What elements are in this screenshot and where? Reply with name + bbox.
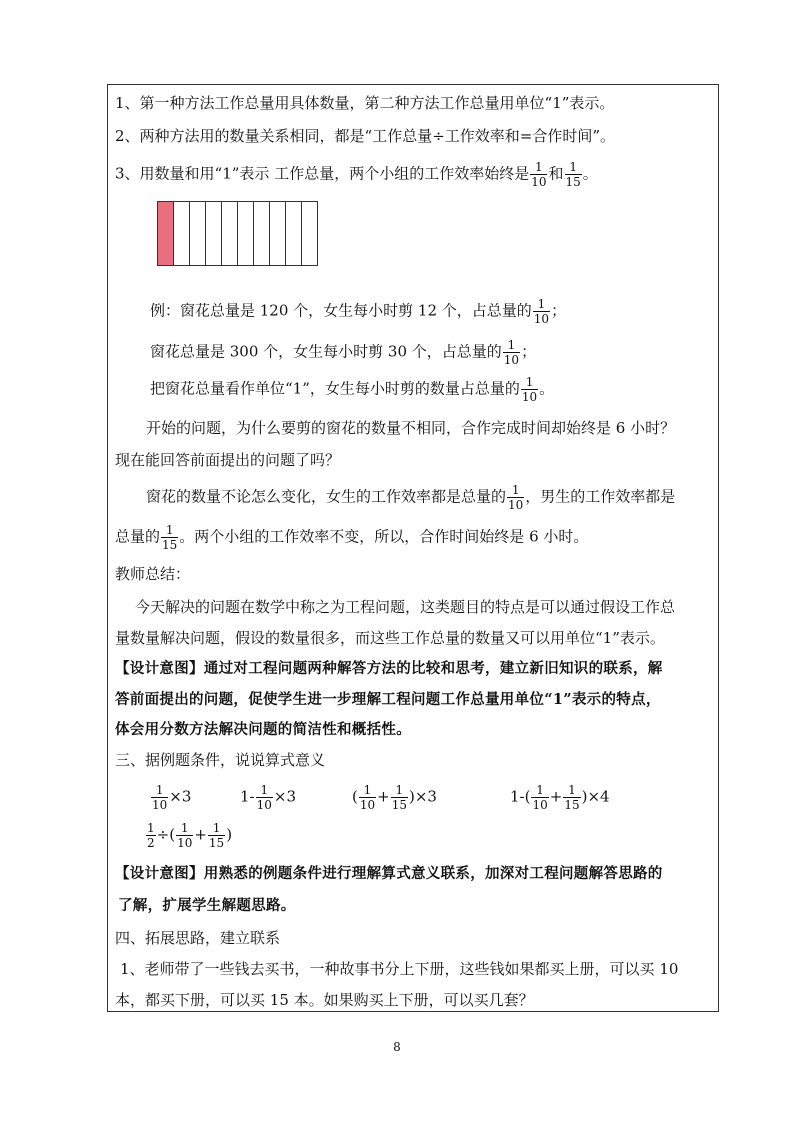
bar-cell: [253, 201, 270, 266]
bar-cell: [269, 201, 286, 266]
teacher-summary-heading: 教师总结：: [115, 565, 191, 583]
summary-point-2: 2、两种方法用的数量关系相同，都是“工作总量÷工作效率和=合作时间”。: [115, 127, 616, 145]
design-intent-line-1: 【设计意图】通过对工程问题两种解答方法的比较和思考，建立新旧知识的联系，解: [115, 660, 663, 677]
design-intent-line-3: 体会用分数方法解决问题的简洁性和概括性。: [115, 721, 411, 738]
bar-cell-filled: [157, 201, 174, 266]
formula-3: ( $\frac{1}{10}$ + $\frac{1}{15}$ )×3: [352, 783, 437, 812]
question-line-2: 现在能回答前面提出的问题了吗？: [115, 451, 341, 469]
example-line-3: 把窗花总量看作单位“1”，女生每小时剪的数量占总量的 $\frac{1}{10}$ 。: [150, 375, 555, 404]
summary-point-1: 1、第一种方法工作总量用具体数量，第二种方法工作总量用单位“1”表示。: [115, 94, 615, 112]
formula-4: 1-( $\frac{1}{10}$ + $\frac{1}{15}$ )×4: [510, 783, 610, 812]
section-three-heading: 三、据例题条件，说说算式意义: [115, 751, 326, 769]
summary-point-3: 3、用数量和用“1”表示 工作总量，两个小组的工作效率始终是 $\frac{1}{10}$ 和 $\frac{1}{15}$ 。: [115, 160, 598, 189]
teacher-summary-line-1: 今天解决的问题在数学中称之为工程问题，这类题目的特点是可以通过假设工作总: [135, 598, 676, 616]
formula-2: 1- $\frac{1}{10}$ ×3: [240, 783, 297, 812]
teacher-summary-line-2: 量数量解决问题，假设的数量很多，而这些工作总量的数量又可以用单位“1”表示。: [115, 629, 665, 647]
design-intent-line-2: 答前面提出的问题，促使学生进一步理解工程问题工作总量用单位“1”表示的特点，: [115, 691, 661, 708]
design-intent-line-5: 了解，扩展学生解题思路。: [118, 897, 296, 914]
bar-cell: [237, 201, 254, 266]
bar-cell: [205, 201, 222, 266]
fraction-one-tenth: $\frac{1}{10}$: [531, 160, 547, 189]
bar-cell: [173, 201, 190, 266]
page-number: 8: [393, 1040, 401, 1054]
problem-line-2: 本，都买下册，可以买 15 本。如果购买上下册，可以买几套？: [115, 991, 534, 1009]
answer-line-2: 总量的 $\frac{1}{15}$ 。两个小组的工作效率不变，所以，合作时间始终是 6 小时。: [115, 523, 589, 552]
bar-cell: [189, 201, 206, 266]
answer-line-1: 窗花的数量不论怎么变化，女生的工作效率都是总量的 $\frac{1}{10}$ ，男生的工作效率都是: [146, 483, 676, 512]
bar-cell: [301, 201, 318, 266]
fraction-one-fifteenth: $\frac{1}{15}$: [565, 160, 581, 189]
question-line-1: 开始的问题，为什么要剪的窗花的数量不相同，合作完成时间却始终是 6 小时？: [146, 419, 676, 437]
problem-line-1: 1、老师带了一些钱去买书，一种故事书分上下册，这些钱如果都买上册，可以买 10: [120, 960, 679, 978]
example-line-1: 例：窗花总量是 120 个，女生每小时剪 12 个，占总量的 $\frac{1}{10}$ ；: [150, 297, 567, 326]
example-line-2: 窗花总量是 300 个，女生每小时剪 30 个，占总量的 $\frac{1}{10}$ ；: [150, 338, 537, 367]
design-intent-line-4: 【设计意图】用熟悉的例题条件进行理解算式意义联系，加深对工程问题解答思路的: [115, 865, 663, 882]
formula-5: $\frac{1}{2}$ ÷( $\frac{1}{10}$ + $\frac{1}{15}$ ): [147, 821, 233, 850]
unit-one-bar-diagram: [158, 201, 318, 266]
section-four-heading: 四、拓展思路，建立联系: [115, 929, 281, 947]
bar-cell: [221, 201, 238, 266]
formula-1: $\frac{1}{10}$ ×3: [152, 783, 192, 812]
bar-cell: [285, 201, 302, 266]
